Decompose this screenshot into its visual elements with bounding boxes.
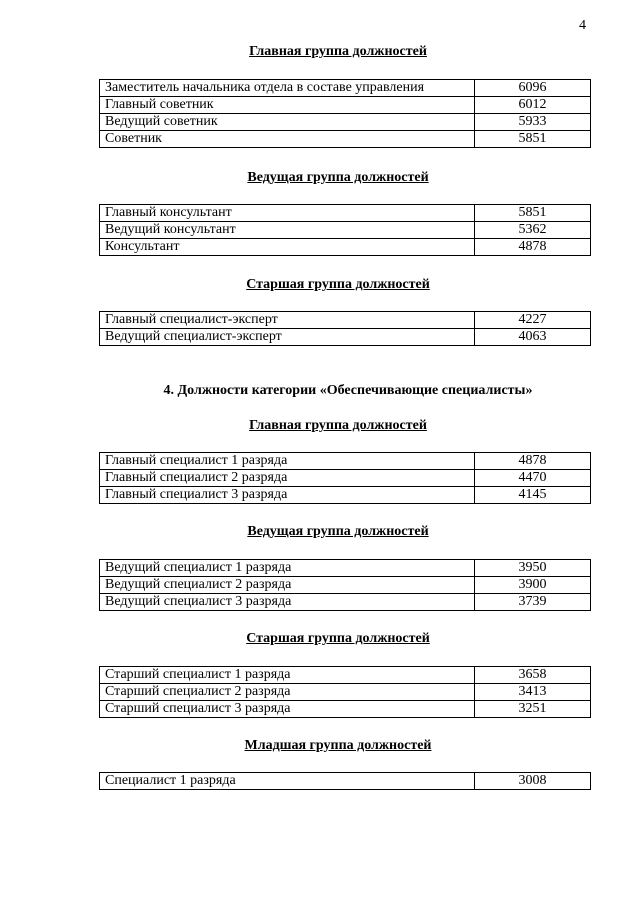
- table-row: [100, 560, 591, 577]
- salary-amount: 3008: [475, 773, 591, 790]
- table-row: [100, 114, 591, 131]
- position-title: Главный советник: [100, 97, 475, 114]
- salary-table: [99, 204, 591, 256]
- group-heading-senior: Старшая группа должностей: [246, 631, 430, 646]
- position-title: Ведущий советник: [100, 114, 475, 131]
- table-row: [100, 239, 591, 256]
- salary-amount: 3950: [475, 560, 591, 577]
- position-title: Ведущий консультант: [100, 222, 475, 239]
- table-row: [100, 222, 591, 239]
- table-row: [100, 594, 591, 611]
- salary-table: [99, 452, 591, 504]
- position-title: Ведущий специалист 1 разряда: [100, 560, 475, 577]
- salary-amount: 4878: [475, 453, 591, 470]
- table-row: [100, 97, 591, 114]
- table-row: [100, 667, 591, 684]
- table-row: [100, 684, 591, 701]
- position-title: Ведущий специалист 2 разряда: [100, 577, 475, 594]
- position-title: Старший специалист 3 разряда: [100, 701, 475, 718]
- position-title: Ведущий специалист-эксперт: [100, 329, 475, 346]
- position-title: Консультант: [100, 239, 475, 256]
- group-heading-senior: Старшая группа должностей: [246, 277, 430, 292]
- position-title: Старший специалист 1 разряда: [100, 667, 475, 684]
- salary-table: [99, 772, 591, 790]
- table-row: [100, 131, 591, 148]
- group-heading-junior: Младшая группа должностей: [244, 738, 432, 753]
- position-title: Специалист 1 разряда: [100, 773, 475, 790]
- table-row: [100, 773, 591, 790]
- salary-amount: 5933: [475, 114, 591, 131]
- salary-table: [99, 559, 591, 611]
- position-title: Главный специалист 2 разряда: [100, 470, 475, 487]
- position-title: Заместитель начальника отдела в составе управления: [100, 80, 475, 97]
- table-row: [100, 453, 591, 470]
- page-number: 4: [579, 18, 586, 33]
- position-title: Советник: [100, 131, 475, 148]
- salary-table: [99, 311, 591, 346]
- group-heading-chief: Главная группа должностей: [249, 418, 427, 433]
- table-row: [100, 487, 591, 504]
- table-row: [100, 701, 591, 718]
- salary-table: [99, 666, 591, 718]
- position-title: Главный консультант: [100, 205, 475, 222]
- position-title: Главный специалист 3 разряда: [100, 487, 475, 504]
- table-row: [100, 329, 591, 346]
- salary-amount: 3900: [475, 577, 591, 594]
- salary-amount: 3658: [475, 667, 591, 684]
- salary-amount: 5851: [475, 131, 591, 148]
- salary-amount: 4145: [475, 487, 591, 504]
- salary-amount: 4227: [475, 312, 591, 329]
- salary-amount: 3251: [475, 701, 591, 718]
- salary-amount: 5362: [475, 222, 591, 239]
- table-row: [100, 577, 591, 594]
- salary-amount: 3739: [475, 594, 591, 611]
- category-title: 4. Должности категории «Обеспечивающие специалисты»: [163, 383, 533, 398]
- table-row: [100, 470, 591, 487]
- salary-amount: 3413: [475, 684, 591, 701]
- salary-table: [99, 79, 591, 148]
- salary-amount: 6096: [475, 80, 591, 97]
- position-title: Главный специалист-эксперт: [100, 312, 475, 329]
- position-title: Ведущий специалист 3 разряда: [100, 594, 475, 611]
- table-row: [100, 205, 591, 222]
- table-row: [100, 312, 591, 329]
- table-row: [100, 80, 591, 97]
- salary-amount: 5851: [475, 205, 591, 222]
- position-title: Главный специалист 1 разряда: [100, 453, 475, 470]
- salary-amount: 4063: [475, 329, 591, 346]
- salary-amount: 6012: [475, 97, 591, 114]
- salary-amount: 4878: [475, 239, 591, 256]
- group-heading-leading: Ведущая группа должностей: [247, 524, 429, 539]
- group-heading-chief: Главная группа должностей: [249, 44, 427, 59]
- group-heading-leading: Ведущая группа должностей: [247, 170, 429, 185]
- position-title: Старший специалист 2 разряда: [100, 684, 475, 701]
- salary-amount: 4470: [475, 470, 591, 487]
